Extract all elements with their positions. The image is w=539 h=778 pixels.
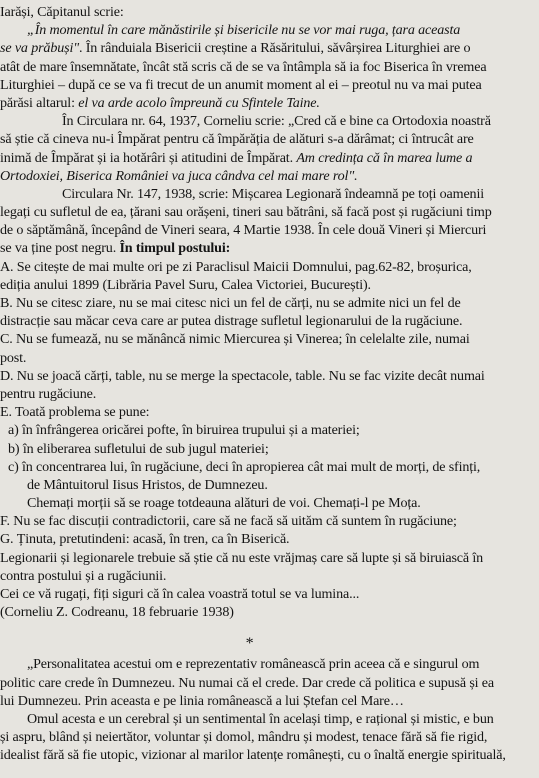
text-line: distracție sau măcar ceva care ar putea distrage sufletul legionarului de la rugăciune. (0, 313, 463, 330)
list-item: C. Nu se fumează, nu se mănâncă nimic Miercurea și Vinerea; în celelalte zile, numai (0, 331, 470, 348)
text-line: să știe că cineva nu-i Împărat pentru că împărăția de alături s-a dărâmat; ci întrucât are (0, 131, 474, 148)
text-line: inimă de Împărat și ia hotărâri și atitudini de Împărat. Am credința că în marea lume a (0, 149, 473, 166)
list-item: F. Nu se fac discuții contradictorii, care să ne facă să uităm că suntem în rugăciune; (0, 513, 457, 530)
text-line: Omul acesta e un cerebral și un sentimental în același timp, e rațional și mistic, e bun (27, 710, 494, 727)
text-line: Circulara Nr. 147, 1938, scrie: Mișcarea Legionară îndeamnă pe toți oamenii (62, 185, 484, 202)
list-item: G. Ținuta, pretutindeni: acasă, în tren, ca în Biserică. (0, 531, 290, 548)
text-line: Ortodoxiei, Biserica României va juca cândva cel mai mare rol". (0, 167, 358, 184)
list-item: A. Se citește de mai multe ori pe zi Paraclisul Maicii Domnului, pag.62-82, broșurica, (0, 258, 472, 275)
text-line: atât de mare însemnătate, încât stă scris că de se va întâmpla să ia foc Biserica în vremea (0, 58, 487, 75)
text-line: post. (0, 349, 27, 366)
text-line: Chemați morții să se roage totdeauna alături de voi. Chemați-l pe Moța. (27, 495, 421, 512)
text-line: Legionarii și legionarele trebuie să știe că nu este vrăjmaș care să lupte și să biruiască în (0, 549, 484, 566)
spacer (0, 621, 539, 631)
text-line: În Circulara nr. 64, 1937, Corneliu scrie: „Cred că e bine ca Ortodoxia noastră (62, 113, 491, 130)
sub-list-item: b) în eliberarea sufletului de sub jugul materiei; (8, 440, 269, 457)
text-line: idealist fără să fie utopic, vizionar al marilor latențe românești, cu o înaltă energie spirituală, (0, 747, 506, 764)
text-line: părăsi altarul: el va arde acolo împreună cu Sfintele Taine. (0, 94, 320, 111)
text-line: legați cu sufletul de ea, țărani sau orășeni, tineri sau bătrâni, să facă post și rugăciuni timp (0, 204, 492, 221)
text-line: de Mântuitorul Iisus Hristos, de Dumnezeu. (27, 476, 268, 493)
list-item: D. Nu se joacă cărți, table, nu se merge la spectacole, table. Nu se fac vizite decât numai (0, 367, 485, 384)
text-line: Iarăși, Căpitanul scrie: (0, 4, 124, 20)
text-line: se va ține post negru. În timpul postului: (0, 240, 231, 257)
text-line: lui Dumnezeu. Prin aceasta e pe linia românească a lui Ștefan cel Mare… (0, 692, 404, 709)
signature-line: (Corneliu Z. Codreanu, 18 februarie 1938) (0, 604, 234, 621)
text-line: „Personalitatea acestui om e reprezentativ românească prin aceea că e singurul om (27, 656, 480, 673)
text-line: politic care crede în Dumnezeu. Nu numai că el crede. Dar crede că politica e supusă și ea (0, 674, 495, 691)
text-line: contra postului și a rugăciunii. (0, 567, 167, 584)
section-separator: * (245, 635, 254, 653)
list-item: E. Toată problema se pune: (0, 404, 150, 421)
text-line: pentru rugăciune. (0, 385, 97, 402)
text-line: Cei ce vă rugați, fiți siguri că în calea voastră totul se va lumina... (0, 586, 360, 602)
text-line: și aspru, blând și neiertător, voluntar și domol, mândru și modest, tenace fără să fie rigid, (0, 729, 488, 746)
sub-list-item: a) în înfrângerea oricărei pofte, în biruirea trupului și a materiei; (8, 422, 360, 439)
text-line: Liturghiei – după ce se va fi trecut de un anumit moment al ei – preotul nu va mai putea (0, 76, 482, 93)
text-line: se va prăbuși". În rânduiala Bisericii creștine a Răsăritului, săvârșirea Liturghiei are o (0, 40, 471, 57)
text-line: ediția anului 1899 (Librăria Pavel Suru, Calea Victoriei, București). (0, 276, 371, 293)
text-line: de o săptămână, începând de Vineri seara, 4 Martie 1938. În cele două Vineri și Miercuri (0, 222, 487, 239)
text-line: „În momentul în care mănăstirile și bisericile nu se vor mai ruga, țara aceasta (27, 22, 461, 39)
sub-list-item: c) în concentrarea lui, în rugăciune, deci în apropierea cât mai mult de morți, de sfinți, (8, 458, 481, 475)
list-item: B. Nu se citesc ziare, nu se mai citesc nici un fel de cărți, nu se admite nici un fel de (0, 295, 461, 311)
